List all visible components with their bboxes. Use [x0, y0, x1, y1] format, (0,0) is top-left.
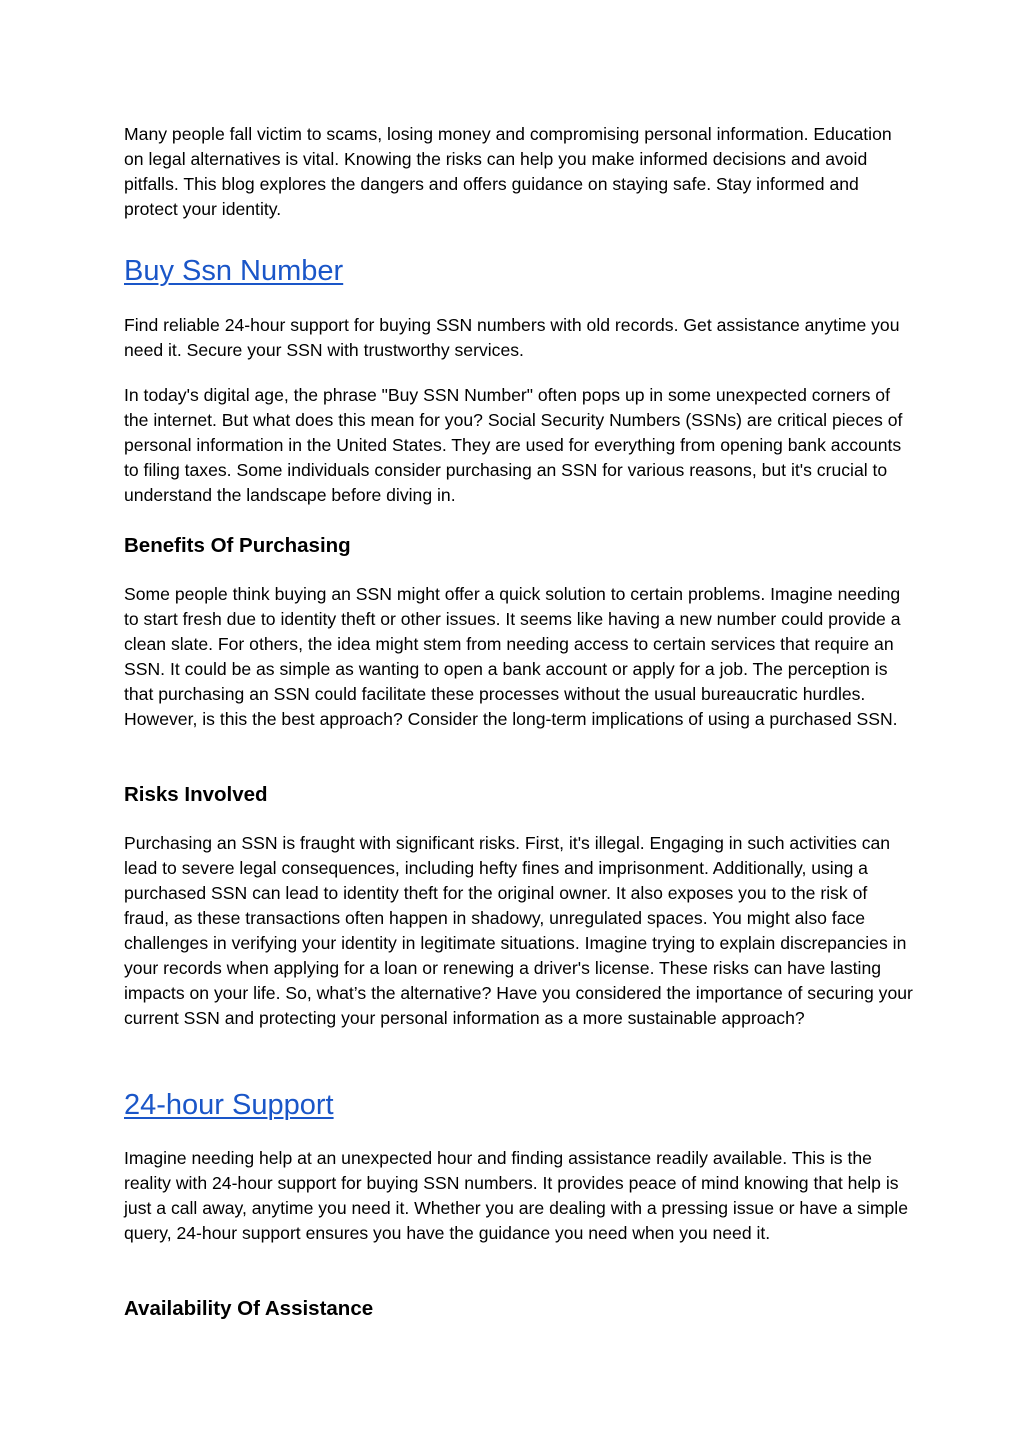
buy-ssn-heading-link[interactable]: Buy Ssn Number	[124, 255, 344, 287]
risks-paragraph: Purchasing an SSN is fraught with significant risks. First, it's illegal. Engaging in such activities can lead to severe legal consequences, including hefty fines and imprisonment. Additionally, using a purchased SSN can lead to identity theft for the original owner. It also exposes you to the risk of fraud, as these transactions often happen in shadowy, unregulated spaces. You might also face challenges in verifying your identity in legitimate situations. Imagine trying to explain discrepancies in your records when applying for a loan or renewing a driver's license. These risks can have lasting impacts on your life. So, what’s the alternative? Have you considered the importance of securing your current SSN and protecting your personal information as a more sustainable approach?	[124, 833, 913, 1028]
availability-heading: Availability Of Assistance	[124, 1297, 374, 1320]
support-heading	[124, 1088, 334, 1122]
risks-heading: Risks Involved	[124, 783, 268, 806]
benefits-heading: Benefits Of Purchasing	[124, 534, 351, 557]
section1-paragraph-1: Find reliable 24-hour support for buying SSN numbers with old records. Get assistance anytime you need it. Secure your SSN with trustworthy services.	[124, 315, 900, 360]
intro-paragraph: Many people fall victim to scams, losing money and compromising personal information. Education on legal alternatives is vital. Knowing the risks can help you make informed decisions and avoid pitfalls. This blog explores the dangers and offers guidance on staying safe. Stay informed and protect your identity.	[124, 124, 892, 219]
support-heading-link[interactable]: 24-hour Support	[124, 1089, 334, 1121]
section1-paragraph-2: In today's digital age, the phrase "Buy SSN Number" often pops up in some unexpected corners of the internet. But what does this mean for you? Social Security Numbers (SSNs) are critical pieces of personal information in the United States. They are used for everything from opening bank accounts to filing taxes. Some individuals consider purchasing an SSN for various reasons, but it's crucial to understand the landscape before diving in.	[124, 385, 903, 505]
support-paragraph: Imagine needing help at an unexpected hour and finding assistance readily available. This is the reality with 24-hour support for buying SSN numbers. It provides peace of mind knowing that help is just a call away, anytime you need it. Whether you are dealing with a pressing issue or have a simple query, 24-hour support ensures you have the guidance you need when you need it.	[124, 1148, 908, 1243]
benefits-paragraph: Some people think buying an SSN might offer a quick solution to certain problems. Imagine needing to start fresh due to identity theft or other issues. It seems like having a new number could provide a clean slate. For others, the idea might stem from needing access to certain services that require an SSN. It could be as simple as wanting to open a bank account or apply for a job. The perception is that purchasing an SSN could facilitate these processes without the usual bureaucratic hurdles. However, is this the best approach? Consider the long-term implications of using a purchased SSN.	[124, 584, 901, 729]
buy-ssn-heading	[124, 254, 343, 288]
